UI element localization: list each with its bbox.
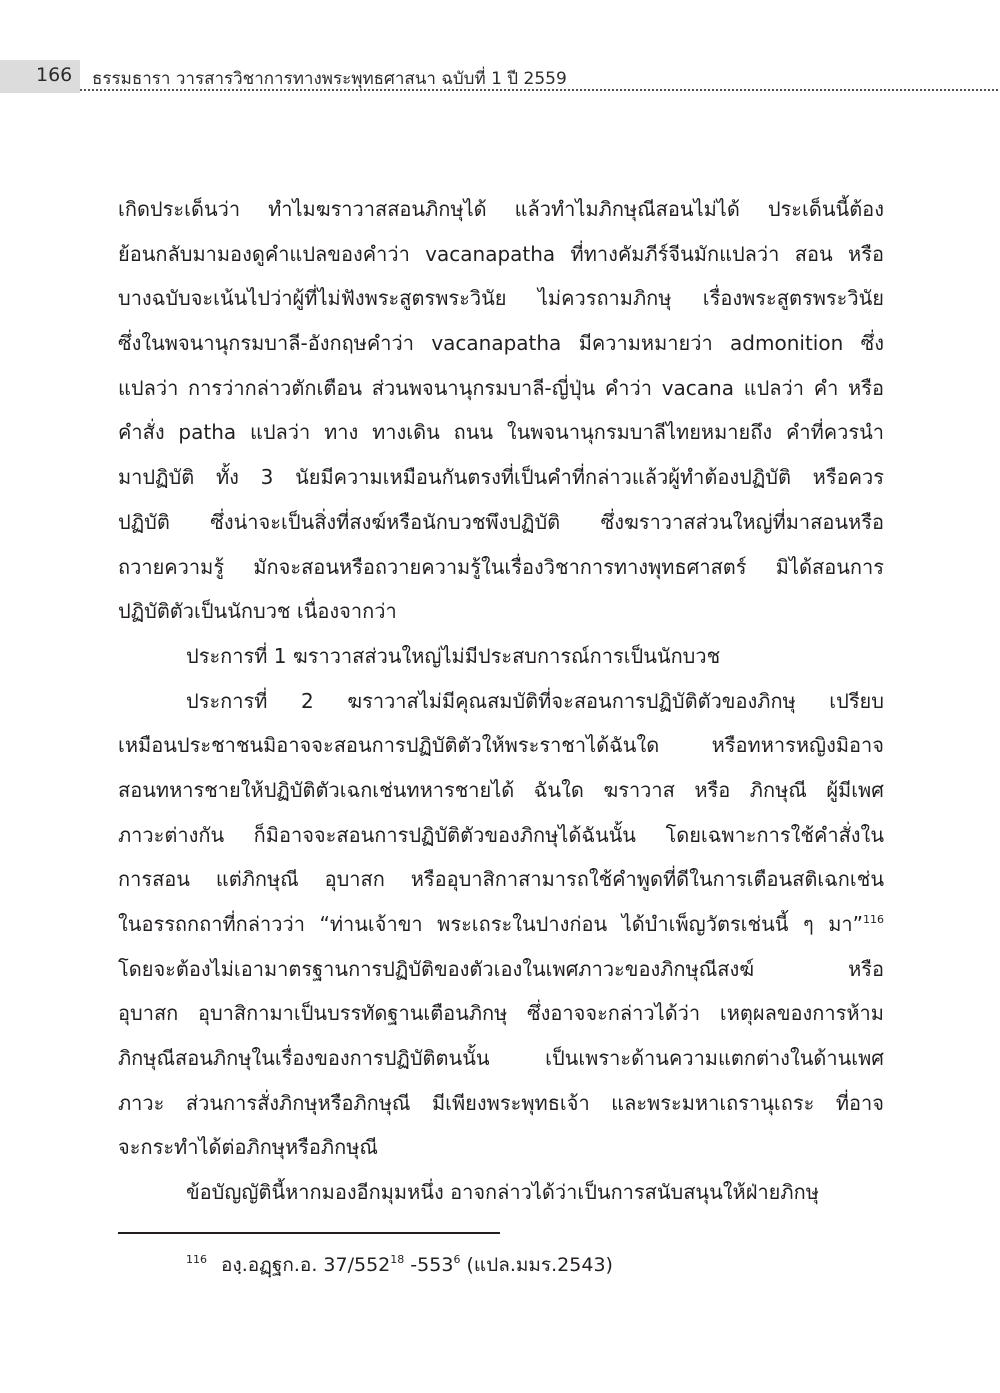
footnote-edition: (แปล.มมร.2543) xyxy=(460,1254,613,1276)
footnote-sup-b: 6 xyxy=(453,1253,461,1266)
body-text xyxy=(118,187,884,1215)
text-line: ถวายความรู้ มักจะสอนหรือถวายความรู้ในเรื่องวิชาการทางพุทธศาสตร์ มิได้สอนการ xyxy=(118,554,884,579)
text-line: ประการที่ 1 ฆราวาสส่วนใหญ่ไม่มีประสบการณ์การเป็นนักบวช xyxy=(186,643,721,668)
text-line: อุบาสก อุบาสิกามาเป็นบรรทัดฐานเตือนภิกษุ ซึ่งอาจจะกล่าวได้ว่า เหตุผลของการห้าม xyxy=(118,1001,884,1026)
footnote-separator xyxy=(118,1232,500,1234)
text-line: จะกระทำได้ต่อภิกษุหรือภิกษุณี xyxy=(118,1135,378,1160)
text-line: ภาวะ ส่วนการสั่งภิกษุหรือภิกษุณี มีเพียงพระพุทธเจ้า และพระมหาเถรานุเถระ ที่อาจ xyxy=(118,1090,884,1115)
text-line: ภิกษุณีสอนภิกษุในเรื่องของการปฏิบัติตนนั้น เป็นเพราะด้านความแตกต่างในด้านเพศ xyxy=(118,1046,884,1071)
text-line: ในอรรถกถาที่กล่าวว่า “ท่านเจ้าขา พระเถระในปางก่อน ได้บำเพ็ญวัตรเช่นนี้ ๆ มา”$^{116}$ xyxy=(118,912,884,936)
text-line: การสอน แต่ภิกษุณี อุบาสก หรืออุบาสิกาสามารถใช้คำพูดที่ดีในการเตือนสติเฉกเช่น xyxy=(118,867,884,892)
text-line: มาปฏิบัติ ทั้ง 3 นัยมีความเหมือนกันตรงที่เป็นคำที่กล่าวแล้วผู้ทำต้องปฏิบัติ หรือควร xyxy=(118,465,884,490)
text-line: ประการที่ 2 ฆราวาสไม่มีคุณสมบัติที่จะสอนการปฏิบัติตัวของภิกษุ เปรียบ xyxy=(186,688,884,713)
footnote-number: 116 xyxy=(186,1253,207,1266)
footnote xyxy=(186,1252,613,1278)
footnote-citation: องฺ.อฏฺฐก.อ. 37/552 xyxy=(221,1254,391,1276)
text-line: เหมือนประชาชนมิอาจจะสอนการปฏิบัติตัวให้พระราชาได้ฉันใด หรือทหารหญิงมิอาจ xyxy=(118,733,884,758)
text-line: ย้อนกลับมามองดูคำแปลของคำว่า vacanapatha ที่ทางคัมภีร์จีนมักแปลว่า สอน หรือ xyxy=(118,241,884,266)
journal-title: ธรรมธารา วารสารวิชาการทางพระพุทธศาสนา ฉบับที่ 1 ปี 2559 xyxy=(92,69,567,89)
header-dotted-rule xyxy=(80,89,998,91)
page-number-box xyxy=(0,60,80,93)
text-line: เกิดประเด็นว่า ทำไมฆราวาสสอนภิกษุได้ แล้วทำไมภิกษุณีสอนไม่ได้ ประเด็นนี้ต้อง xyxy=(118,197,884,221)
footnote-citation-range: -553 xyxy=(404,1254,454,1276)
text-line: คำสั่ง patha แปลว่า ทาง ทางเดิน ถนน ในพจนานุกรมบาลีไทยหมายถึง คำที่ควรนำ xyxy=(118,420,884,445)
running-header xyxy=(0,60,1000,96)
page-number: 166 xyxy=(36,64,73,86)
text-line: โดยจะต้องไม่เอามาตรฐานการปฏิบัติของตัวเองในเพศภาวะของภิกษุณีสงฆ์ หรือ xyxy=(118,956,884,981)
text-line: สอนทหารชายให้ปฏิบัติตัวเฉกเช่นทหารชายได้ ฉันใด ฆราวาส หรือ ภิกษุณี ผู้มีเพศ xyxy=(118,777,884,802)
text-line: ปฏิบัติตัวเป็นนักบวช เนื่องจากว่า xyxy=(118,599,397,624)
text-line: แปลว่า การว่ากล่าวตักเตือน ส่วนพจนานุกรมบาลี-ญี่ปุ่น คำว่า vacana แปลว่า คำ หรือ xyxy=(118,375,884,400)
footnote-sup-a: 18 xyxy=(390,1253,405,1266)
text-line: ซึ่งในพจนานุกรมบาลี-อังกฤษคำว่า vacanapatha มีความหมายว่า admonition ซึ่ง xyxy=(118,331,884,356)
text-line: ข้อบัญญัตินี้หากมองอีกมุมหนึ่ง อาจกล่าวได้ว่าเป็นการสนับสนุนให้ฝ่ายภิกษุ xyxy=(186,1180,819,1205)
text-line: บางฉบับจะเน้นไปว่าผู้ที่ไม่ฟังพระสูตรพระวินัย ไม่ควรถามภิกษุ เรื่องพระสูตรพระวินัย xyxy=(118,286,884,311)
text-line: ปฏิบัติ ซึ่งน่าจะเป็นสิ่งที่สงฆ์หรือนักบวชพึงปฏิบัติ ซึ่งฆราวาสส่วนใหญ่ที่มาสอนหรือ xyxy=(118,509,884,534)
text-line: ภาวะต่างกัน ก็มิอาจจะสอนการปฏิบัติตัวของภิกษุได้ฉันนั้น โดยเฉพาะการใช้คำสั่งใน xyxy=(118,822,884,847)
footnote-reference: 116 xyxy=(863,913,884,926)
